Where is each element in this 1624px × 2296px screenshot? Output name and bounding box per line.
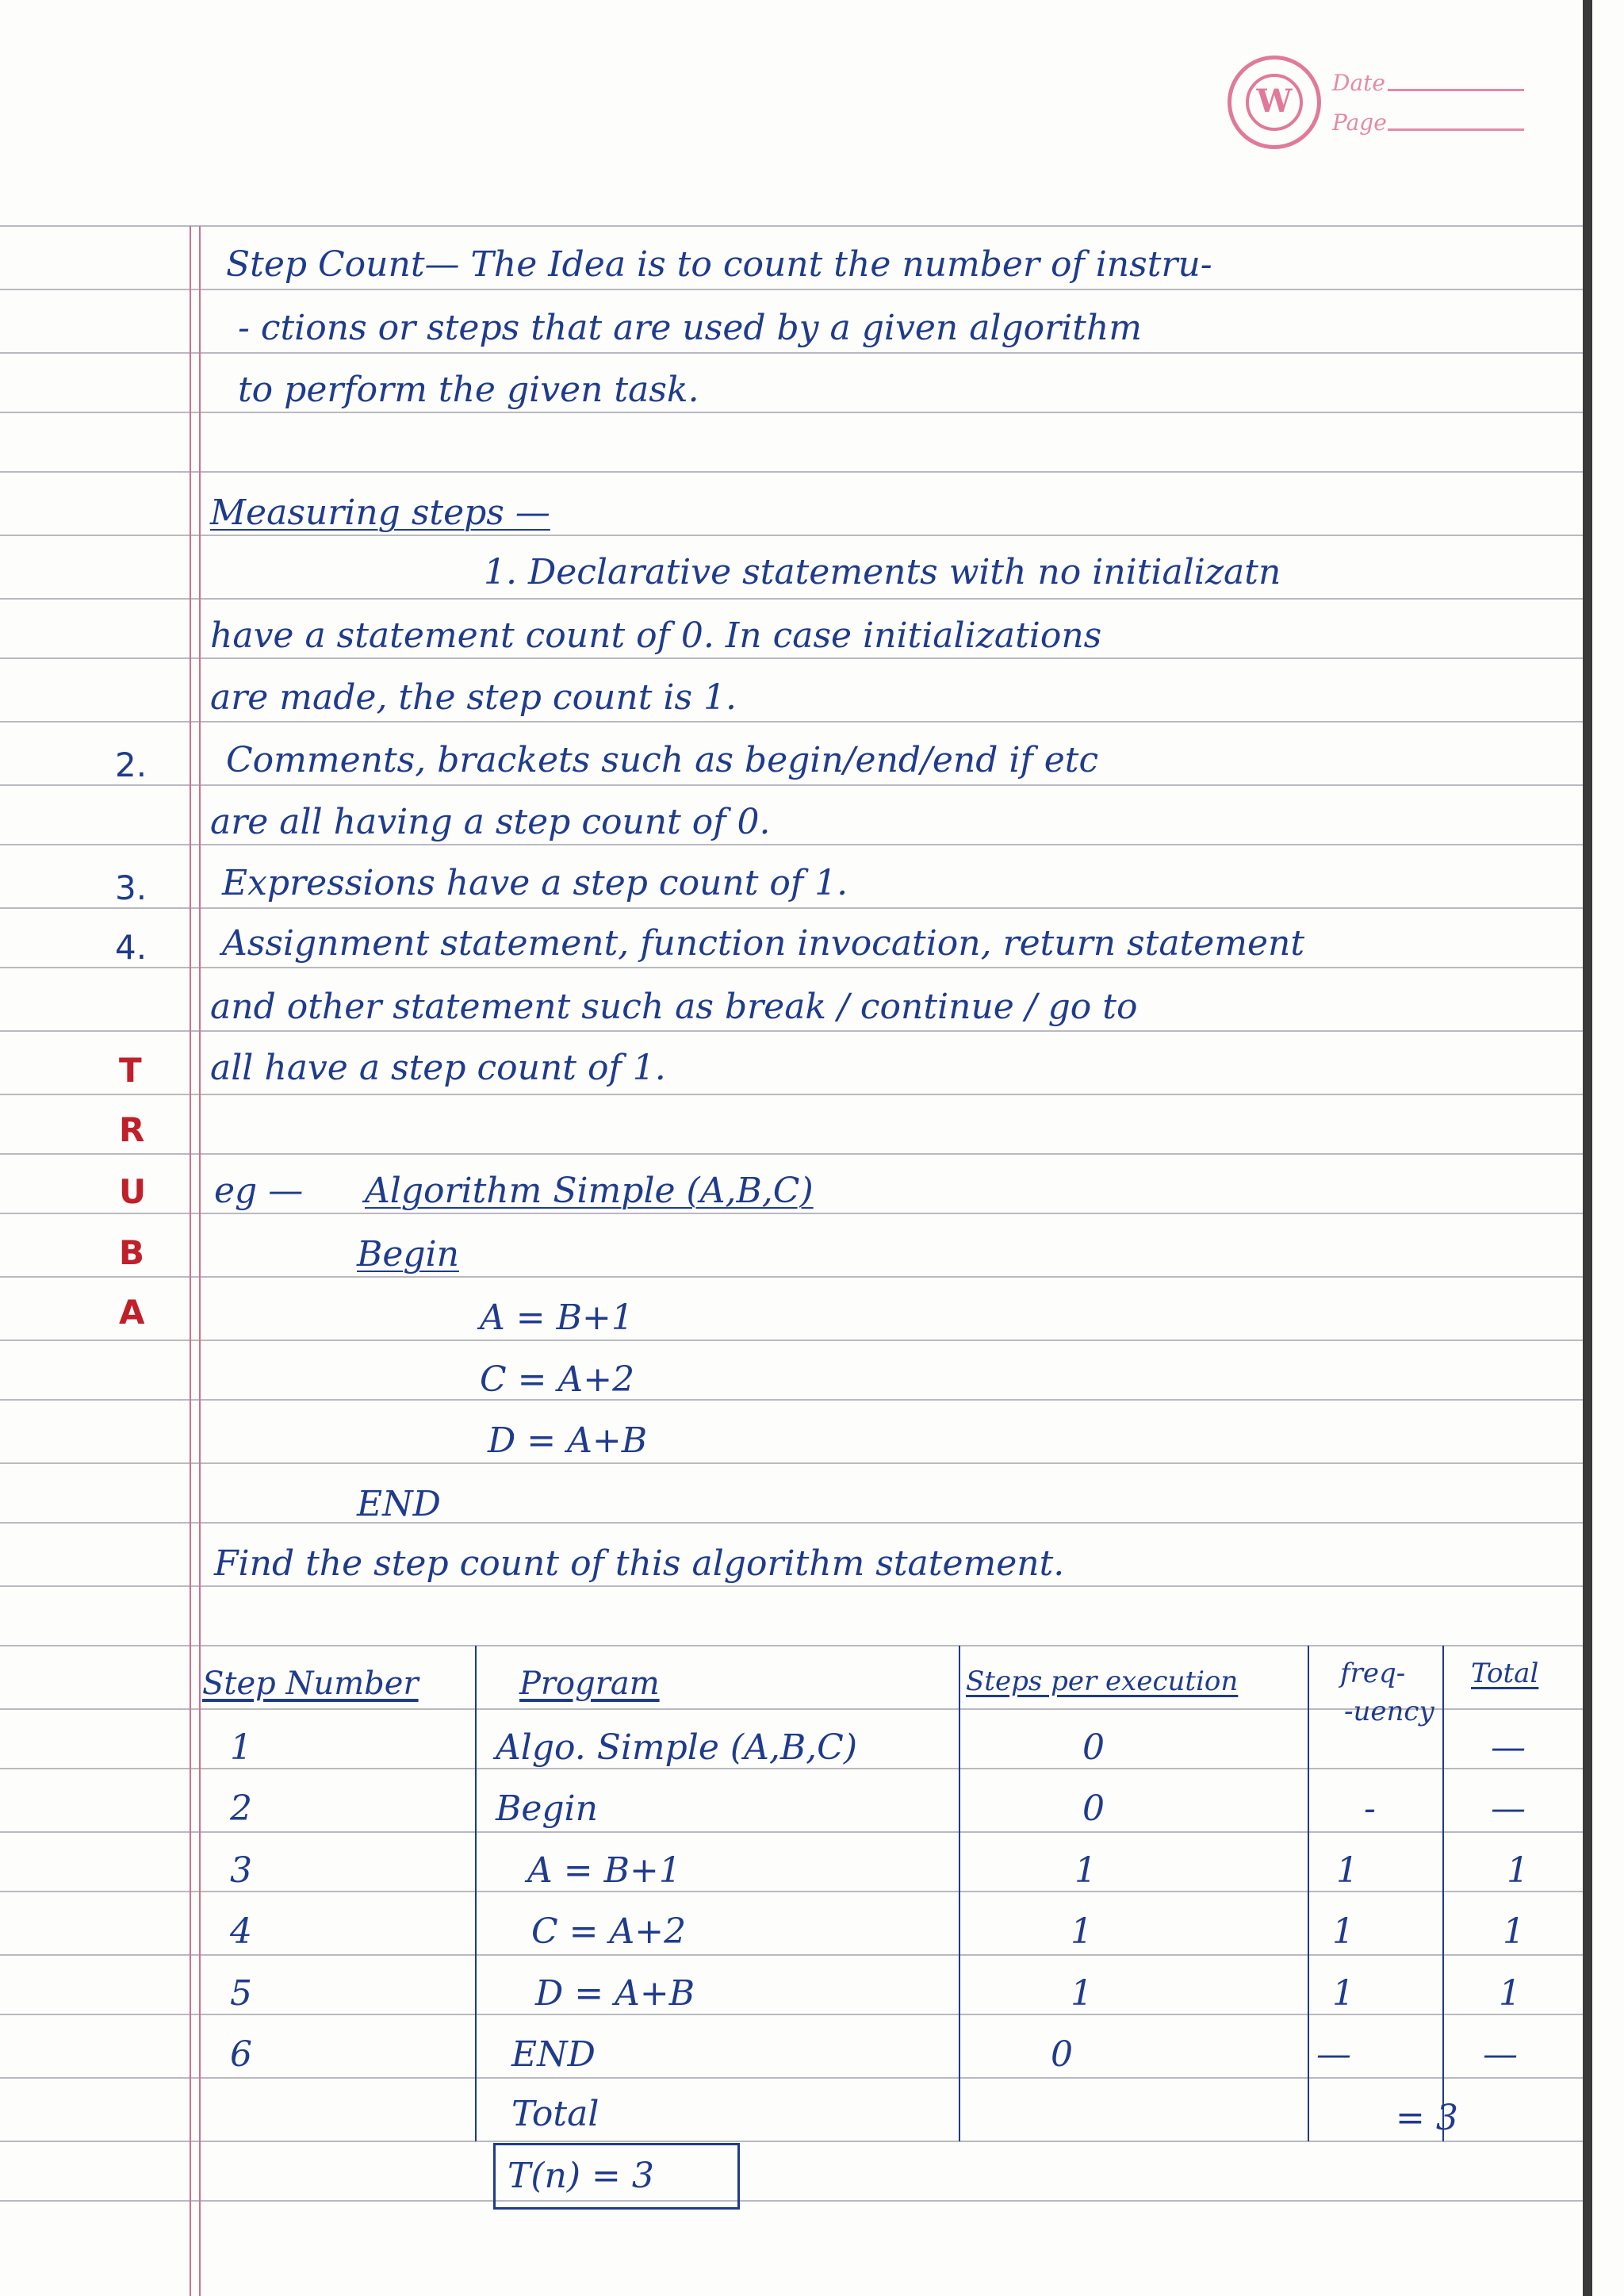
- table-header-frequency-1: freq-: [1340, 1658, 1406, 1689]
- table-row-6-freq: —: [1316, 2034, 1351, 2075]
- rule-1-line-3: are made, the step count is 1.: [210, 677, 737, 718]
- table-row-6-total: —: [1483, 2034, 1518, 2075]
- date-line: [1388, 89, 1524, 91]
- table-total-value: = 3: [1396, 2098, 1458, 2138]
- table-row-6-step: 6: [230, 2034, 252, 2075]
- intro-line-2: - ctions or steps that are used by a given algorithm: [238, 308, 1143, 348]
- table-row-3-step: 3: [230, 1850, 252, 1891]
- table-row-5-spe: 1: [1071, 1973, 1093, 2014]
- table-row-2-spe: 0: [1082, 1788, 1105, 1829]
- table-header-frequency-2: -uency: [1344, 1696, 1434, 1727]
- table-row-2-freq: -: [1364, 1788, 1376, 1829]
- intro-line-3: to perform the given task.: [238, 370, 699, 410]
- page-label: Page: [1332, 109, 1387, 136]
- rule-2-number: 2.: [115, 746, 147, 784]
- table-row-5-program: D = A+B: [535, 1973, 695, 2014]
- table-header-step-number: Step Number: [202, 1665, 419, 1702]
- rule-4-line-3: all have a step count of 1.: [210, 1048, 666, 1088]
- table-header-total: Total: [1471, 1658, 1539, 1689]
- table-row-3-total: 1: [1507, 1850, 1529, 1891]
- table-row-4-program: C = A+2: [531, 1911, 687, 1952]
- rule-3-number: 3.: [115, 868, 147, 907]
- table-row-3-freq: 1: [1336, 1850, 1358, 1891]
- brand-logo: [1228, 56, 1321, 149]
- table-row-5-total: 1: [1499, 1973, 1521, 2014]
- brand-logo-letter: W: [1246, 74, 1303, 131]
- example-end: END: [357, 1484, 441, 1524]
- example-question: Find the step count of this algorithm statement.: [214, 1543, 1065, 1584]
- table-header-program: Program: [519, 1665, 660, 1702]
- page-edge: [1583, 0, 1592, 2296]
- table-row-1-spe: 0: [1082, 1727, 1105, 1768]
- table-row-4-total: 1: [1503, 1911, 1525, 1952]
- rule-4-number: 4.: [115, 928, 147, 967]
- table-row-4-step: 4: [230, 1911, 252, 1952]
- rule-2-line-1: Comments, brackets such as begin/end/end if etc: [226, 740, 1099, 780]
- example-stmt-3: D = A+B: [488, 1420, 648, 1461]
- table-row-5-freq: 1: [1332, 1973, 1354, 2014]
- table-row-1-step: 1: [230, 1727, 252, 1768]
- table-row-1-total: —: [1491, 1727, 1526, 1768]
- example-algorithm-line: Algorithm Simple (A,B,C): [365, 1171, 814, 1211]
- margin-letter-b: B: [119, 1233, 145, 1272]
- example-stmt-2: C = A+2: [480, 1359, 635, 1400]
- rule-3-line-1: Expressions have a step count of 1.: [222, 863, 848, 903]
- table-row-3-spe: 1: [1074, 1850, 1097, 1891]
- table-row-2-total: —: [1491, 1788, 1526, 1829]
- example-stmt-1: A = B+1: [480, 1297, 634, 1338]
- table-total-label: Total: [511, 2094, 599, 2134]
- margin-letter-u: U: [119, 1172, 147, 1211]
- rule-4-line-1: Assignment statement, function invocation, return statement: [222, 923, 1305, 964]
- table-row-2-step: 2: [230, 1788, 252, 1829]
- example-label: eg —: [214, 1171, 304, 1211]
- rule-1-line-2: have a statement count of 0. In case initializations: [210, 615, 1102, 656]
- margin-letter-r: R: [119, 1110, 145, 1149]
- table-header-steps-per-execution: Steps per execution: [966, 1665, 1239, 1697]
- table-row-6-spe: 0: [1051, 2034, 1073, 2075]
- page-line: [1388, 128, 1524, 131]
- table-row-2-program: Begin: [496, 1788, 598, 1829]
- table-row-4-freq: 1: [1332, 1911, 1354, 1952]
- rule-1-line-1: 1. Declarative statements with no initializatn: [484, 552, 1281, 592]
- example-begin: Begin: [357, 1234, 459, 1274]
- date-label: Date: [1332, 70, 1385, 96]
- table-row-1-program: Algo. Simple (A,B,C): [496, 1727, 857, 1768]
- rule-2-line-2: are all having a step count of 0.: [210, 802, 771, 842]
- table-row-4-spe: 1: [1071, 1911, 1093, 1952]
- intro-line-1: Step Count— The Idea is to count the number of instru-: [226, 244, 1212, 285]
- rule-4-line-2: and other statement such as break / continue / go to: [210, 987, 1138, 1027]
- measuring-heading: Measuring steps —: [210, 493, 550, 533]
- table-row-6-program: END: [511, 2034, 596, 2075]
- table-row-3-program: A = B+1: [527, 1850, 681, 1891]
- margin-letter-t: T: [119, 1051, 142, 1090]
- margin-letter-a: A: [119, 1293, 145, 1332]
- table-row-5-step: 5: [230, 1973, 252, 2014]
- result-tn: T(n) = 3: [508, 2156, 654, 2196]
